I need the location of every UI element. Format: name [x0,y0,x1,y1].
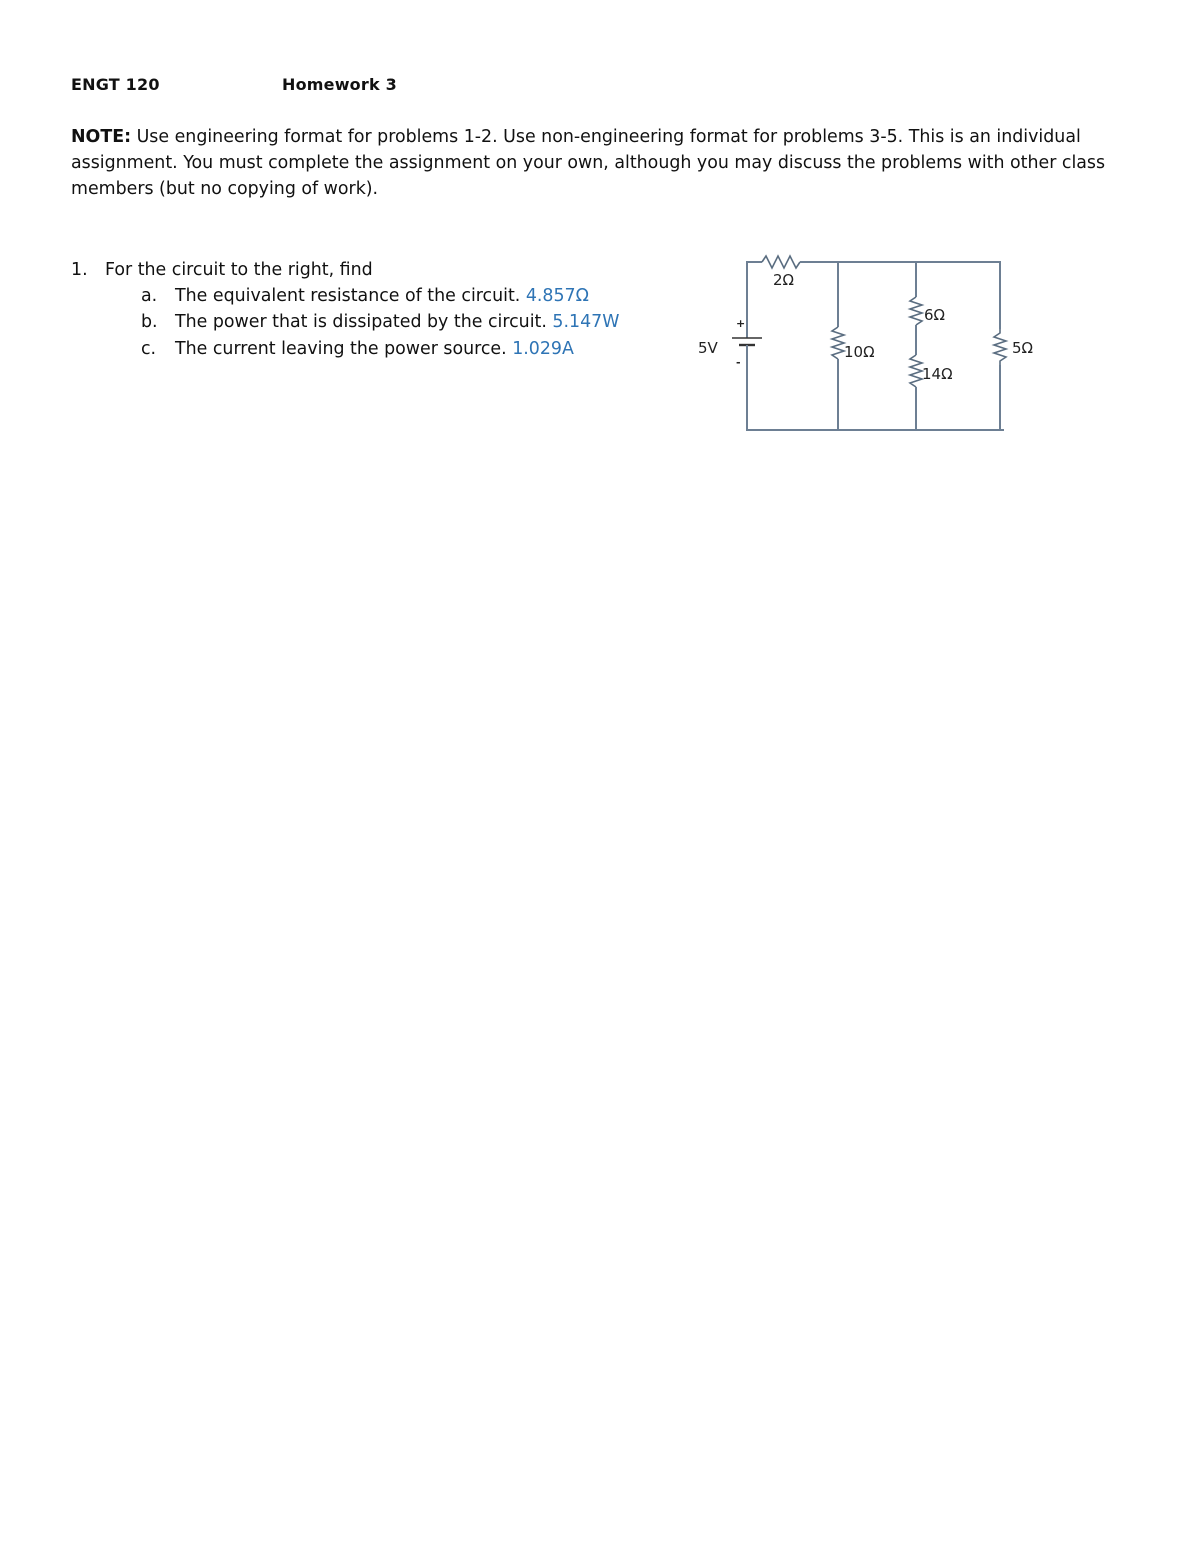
resistor-6-ohm-label: 6Ω [924,306,946,324]
assignment-title: Homework 3 [282,75,397,94]
course-code: ENGT 120 [71,75,160,94]
resistor-14-ohm-symbol [910,355,922,387]
wire-top-left [747,262,762,331]
battery-plus-label: + [736,317,746,330]
note-paragraph [71,124,1131,202]
wire-bottom [747,355,1004,430]
resistor-5-ohm-label: 5Ω [1012,339,1034,357]
note-text: Use engineering format for problems 1-2. Use non-engineering format for problems 3-5. This is an individual assignment. You must complete the assignment on your own, although you may discuss the problems with other class members (but no copying of work). [71,127,1106,199]
item-letter: a. [141,286,158,306]
item-letter: b. [141,312,158,332]
problem-number: 1. [71,260,88,280]
item-answer: 1.029A [512,339,574,359]
problem-intro: For the circuit to the right, find [105,260,373,280]
circuit-diagram [690,245,1050,440]
battery-minus-label: - [736,356,741,369]
resistor-2-ohm-label: 2Ω [773,271,795,289]
resistor-10-ohm-label: 10Ω [844,343,875,361]
item-answer: 4.857Ω [525,286,589,306]
item-text: The equivalent resistance of the circuit. [175,286,526,306]
resistor-14-ohm-label: 14Ω [922,365,953,383]
resistor-6-ohm-symbol [910,297,922,325]
wire-top-right [800,262,1000,430]
item-letter: c. [141,339,157,359]
source-voltage-label: 5V [698,339,718,357]
resistor-10-ohm-symbol [832,327,844,359]
item-text: The power that is dissipated by the circuit. [175,312,553,332]
resistor-2-ohm-symbol [762,256,800,268]
item-text: The current leaving the power source. [175,339,513,359]
note-label: NOTE: [71,127,132,147]
item-answer: 5.147W [552,312,620,332]
